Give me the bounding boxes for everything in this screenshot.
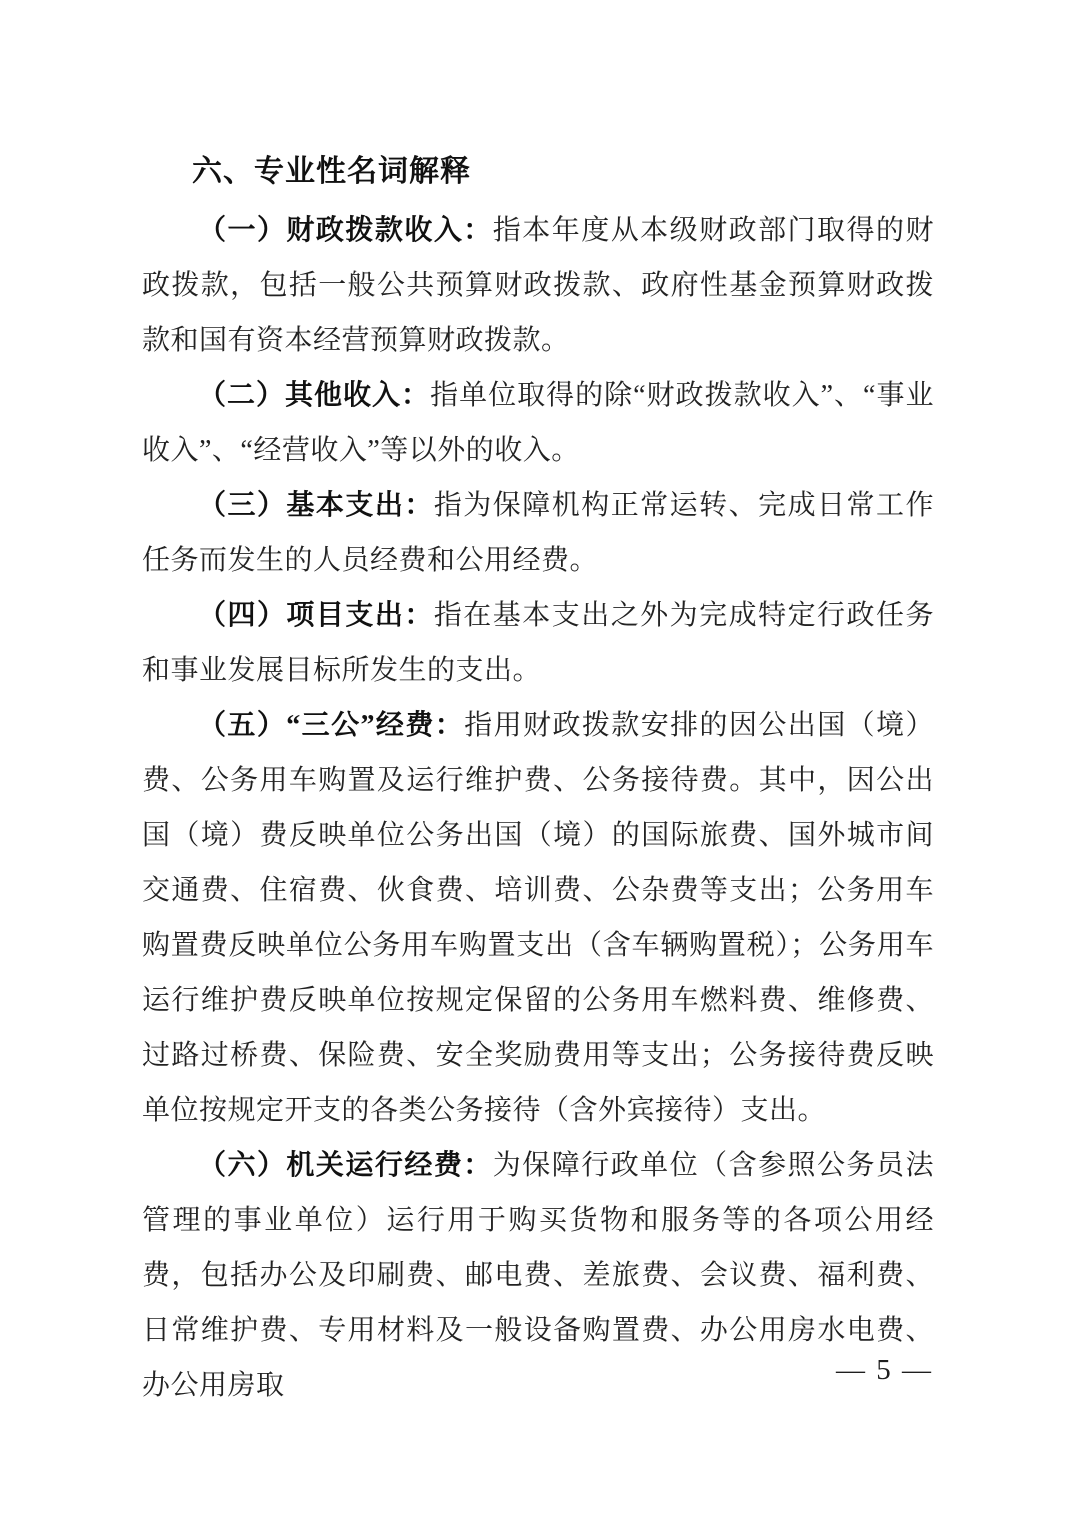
term-label: （五）“三公”经费： <box>198 710 465 741</box>
term-definition: 指在基本支出之外为完成特定行政任务和事业发展目标所发生的支出。 <box>142 600 934 686</box>
term-definition: 指为保障机构正常运转、完成日常工作任务而发生的人员经费和公用经费。 <box>142 490 934 576</box>
term-label: （六）机关运行经费： <box>198 1150 493 1181</box>
definition-paragraph-other-income <box>142 368 934 478</box>
term-label: （二）其他收入： <box>198 380 431 411</box>
term-definition: 指本年度从本级财政部门取得的财政拨款，包括一般公共预算财政拨款、政府性基金预算财政拨款和国有资本经营预算财政拨款。 <box>142 215 934 356</box>
term-label: （四）项目支出： <box>198 600 434 631</box>
term-label: （三）基本支出： <box>198 490 434 521</box>
definition-paragraph-agency-operating-expenses <box>142 1138 934 1413</box>
definition-paragraph-fiscal-appropriation-income <box>142 203 934 368</box>
definition-paragraph-three-public-expenses <box>142 698 934 1138</box>
definitions-list <box>142 203 934 1413</box>
term-label: （一）财政拨款收入： <box>198 215 493 246</box>
section-heading: 六、专业性名词解释 <box>192 155 471 188</box>
page-number: — 5 — <box>836 1354 933 1386</box>
term-definition: 指用财政拨款安排的因公出国（境）费、公务用车购置及运行维护费、公务接待费。其中，因公出国（境）费反映单位公务出国（境）的国际旅费、国外城市间交通费、住宿费、伙食费、培训费、公杂费等支出；公务用车购置费反映单位公务用车购置支出（含车辆购置税）；公务用车运行维护费反映单位按规定保留的公务用车燃料费、维修费、过路过桥费、保险费、安全奖励费用等支出；公务接待费反映单位按规定开支的各类公务接待（含外宾接待）支出。 <box>142 710 934 1126</box>
term-definition: 指单位取得的除“财政拨款收入”、“事业收入”、“经营收入”等以外的收入。 <box>142 380 934 466</box>
document-content <box>142 152 934 1413</box>
definition-paragraph-basic-expenditure <box>142 478 934 588</box>
term-definition: 为保障行政单位（含参照公务员法管理的事业单位）运行用于购买货物和服务等的各项公用经费，包括办公及印刷费、邮电费、差旅费、会议费、福利费、日常维护费、专用材料及一般设备购置费、办公用房水电费、办公用房取 <box>142 1150 934 1401</box>
definition-paragraph-project-expenditure <box>142 588 934 698</box>
